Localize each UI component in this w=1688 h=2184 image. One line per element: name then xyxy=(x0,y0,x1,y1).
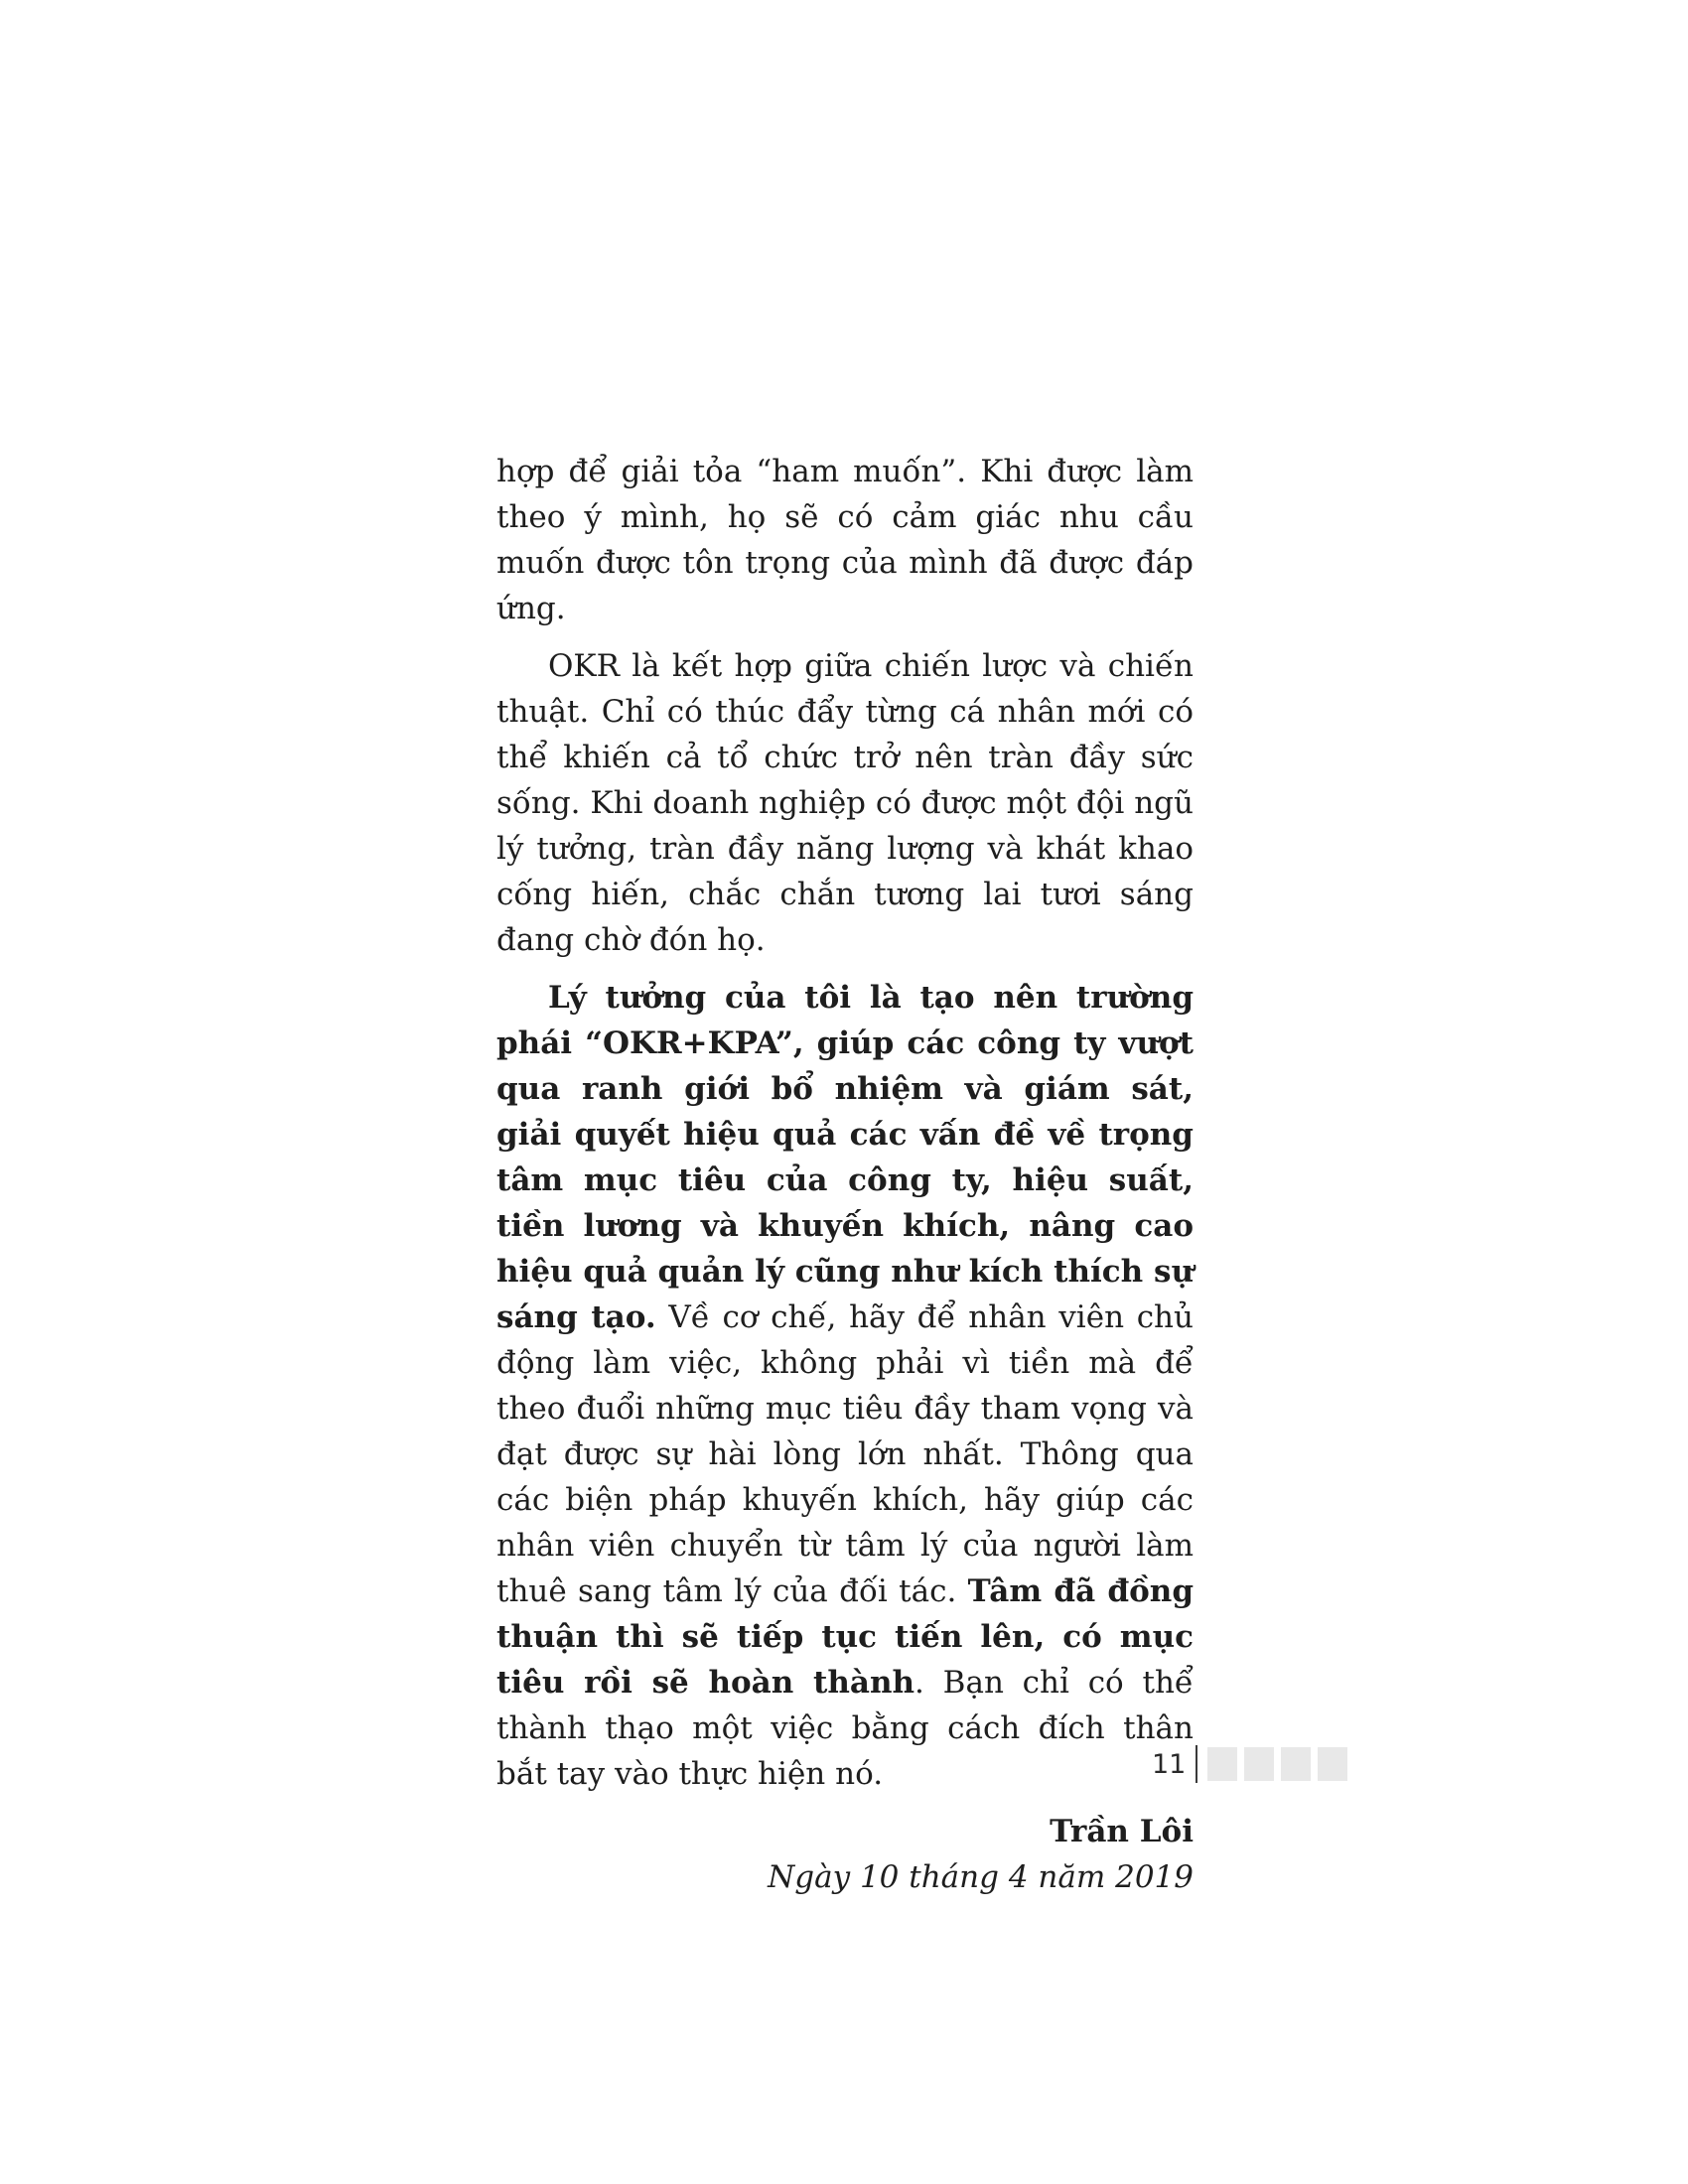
footer-decoration-box xyxy=(1318,1747,1347,1781)
paragraph-3 xyxy=(496,975,1194,1797)
body-text xyxy=(496,449,1194,1900)
paragraph-3-normal-2: . Bạn chỉ có thể thành thạo một việc bằng cách đích thân bắt tay vào thực hiện nó. xyxy=(496,1665,1194,1792)
page-number: 11 xyxy=(1152,1748,1187,1780)
footer-divider xyxy=(1196,1745,1197,1783)
paragraph-3-bold-1: Lý tưởng của tôi là tạo nên trường phái “OKR+KPA”, giúp các công ty vượt qua ranh giới bổ nhiệm và giám sát, giải quyết hiệu quả các vấn đề về trọng tâm mục tiêu của công ty, hiệu suất, tiền lương và khuyến khích, nâng cao hiệu quả quản lý cũng như kích thích sự sáng tạo. xyxy=(496,980,1194,1335)
footer-decoration-box xyxy=(1207,1747,1237,1781)
paragraph-3-bold-2: Tâm đã đồng thuận thì sẽ tiếp tục tiến lên, có mục tiêu rồi sẽ hoàn thành xyxy=(496,1573,1194,1701)
page-footer xyxy=(1152,1745,1354,1783)
author-signature: Trần Lôi xyxy=(1050,1814,1194,1849)
paragraph-3-normal-1: Về cơ chế, hãy để nhân viên chủ động làm việc, không phải vì tiền mà để theo đuổi những mục tiêu đầy tham vọng và đạt được sự hài lòng lớn nhất. Thông qua các biện pháp khuyến khích, hãy giúp các nhân viên chuyển từ tâm lý của người làm thuê sang tâm lý của đối tác. xyxy=(496,1299,1194,1609)
signature-date: Ngày 10 tháng 4 năm 2019 xyxy=(768,1859,1194,1895)
footer-decoration-box xyxy=(1281,1747,1311,1781)
paragraph-2: OKR là kết hợp giữa chiến lược và chiến thuật. Chỉ có thúc đẩy từng cá nhân mới có thể khiến cả tổ chức trở nên tràn đầy sức sống. Khi doanh nghiệp có được một đội ngũ lý tưởng, tràn đầy năng lượng và khát khao cống hiến, chắc chắn tương lai tươi sáng đang chờ đón họ. xyxy=(496,648,1194,958)
footer-decoration-box xyxy=(1244,1747,1274,1781)
paragraph-1: hợp để giải tỏa “ham muốn”. Khi được làm theo ý mình, họ sẽ có cảm giác nhu cầu muốn được tôn trọng của mình đã được đáp ứng. xyxy=(496,454,1194,626)
